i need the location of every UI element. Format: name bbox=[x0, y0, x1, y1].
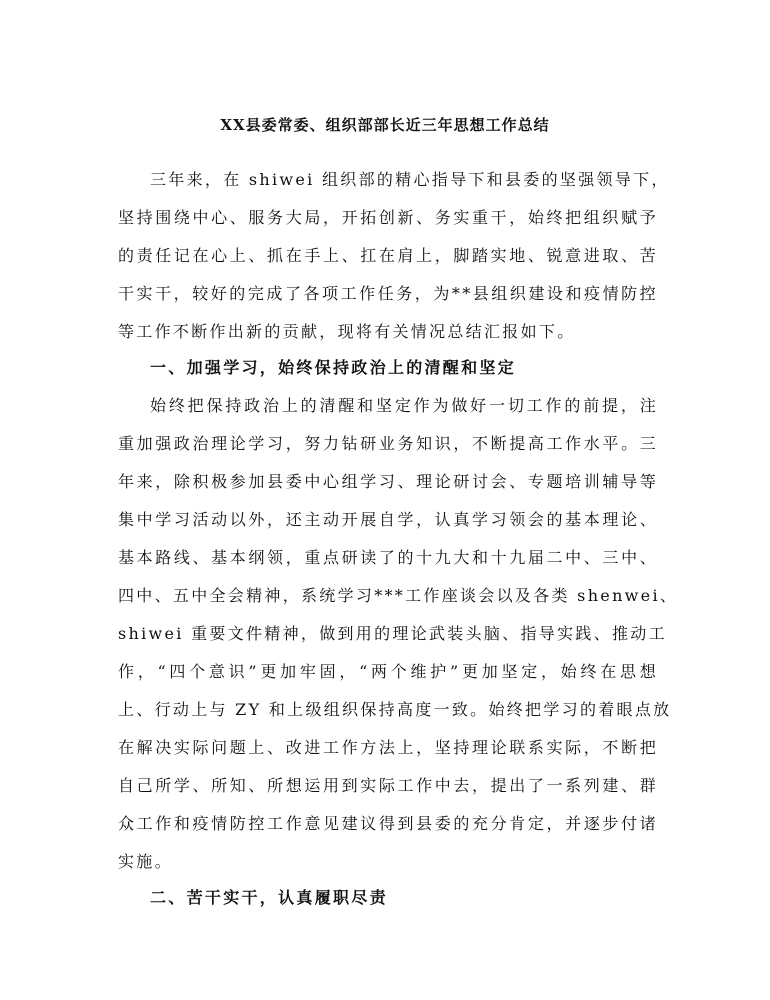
paragraph-line: 自己所学、所知、所想运用到实际工作中去，提出了一系列建、群 bbox=[118, 776, 658, 795]
document-title: XX县委常委、组织部部长近三年思想工作总结 bbox=[220, 116, 550, 134]
paragraph-line: 集中学习活动以外，还主动开展自学，认真学习领会的基本理论、 bbox=[118, 510, 658, 529]
paragraph-line: 众工作和疫情防控工作意见建议得到县委的充分肯定，并逐步付诸 bbox=[118, 814, 658, 833]
paragraph-line: 年来，除积极参加县委中心组学习、理论研讨会、专题培训辅导等 bbox=[118, 472, 658, 491]
paragraph-line: 干实干，较好的完成了各项工作任务，为**县组织建设和疫情防控 bbox=[118, 284, 658, 303]
paragraph-line: 基本路线、基本纲领，重点研读了的十九大和十九届二中、三中、 bbox=[118, 548, 658, 567]
paragraph-line: 坚持围绕中心、服务大局，开拓创新、务实重干，始终把组织赋予 bbox=[118, 208, 658, 227]
paragraph-line: 三年来，在 shiwei 组织部的精心指导下和县委的坚强领导下， bbox=[150, 170, 670, 189]
paragraph-line: 四中、五中全会精神，系统学习***工作座谈会以及各类 shenwei、 bbox=[118, 586, 679, 605]
paragraph-line: 的责任记在心上、抓在手上、扛在肩上，脚踏实地、锐意进取、苦 bbox=[118, 246, 658, 265]
paragraph-line: 等工作不断作出新的贡献，现将有关情况总结汇报如下。 bbox=[118, 322, 576, 341]
paragraph-line: 实施。 bbox=[118, 852, 173, 871]
paragraph-line: 始终把保持政治上的清醒和坚定作为做好一切工作的前提，注 bbox=[150, 396, 658, 415]
paragraph-line: 在解决实际问题上、改进工作方法上，坚持理论联系实际，不断把 bbox=[118, 738, 658, 757]
paragraph-line: shiwei 重要文件精神，做到用的理论武装头脑、指导实践、推动工 bbox=[118, 624, 667, 643]
paragraph-line: 上、行动上与 ZY 和上级组织保持高度一致。始终把学习的着眼点放 bbox=[118, 700, 672, 719]
paragraph-line: 作，“四个意识”更加牢固，“两个维护”更加坚定，始终在思想 bbox=[118, 662, 658, 681]
paragraph-line: 重加强政治理论学习，努力钻研业务知识，不断提高工作水平。三 bbox=[118, 434, 658, 453]
section-heading: 二、苦干实干，认真履职尽责 bbox=[150, 888, 388, 907]
section-heading: 一、加强学习，始终保持政治上的清醒和坚定 bbox=[150, 358, 517, 377]
